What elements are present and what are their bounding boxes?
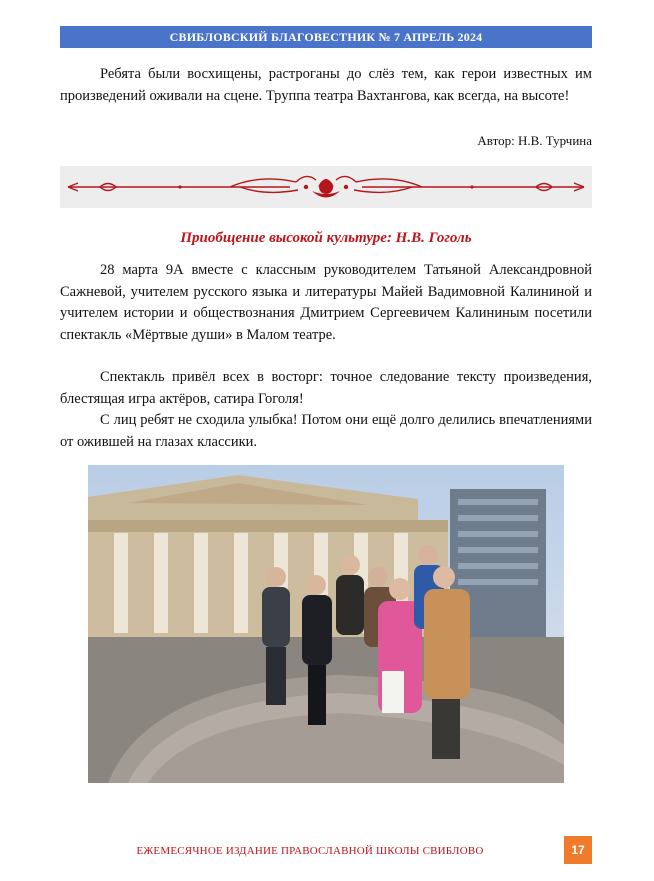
ornament-icon — [60, 166, 592, 208]
group-photo-image — [88, 465, 564, 783]
footer-caption: ЕЖЕМЕСЯЧНОЕ ИЗДАНИЕ ПРАВОСЛАВНОЙ ШКОЛЫ СВИБЛОВО — [136, 845, 484, 857]
author-line: Автор: Н.В. Турчина — [477, 133, 592, 148]
intro-paragraph: Ребята были восхищены, растроганы до слёз тем, как герои известных им произведений оживали на сцене. Труппа театра Вахтангова, как всегда, на высоте! — [60, 66, 592, 104]
article-paragraph-3: С лиц ребят не сходила улыбка! Потом они ещё долго делились впечатлениями от ожившей на глазах классики. — [60, 412, 592, 450]
newspaper-title: СВИБЛОВСКИЙ БЛАГОВЕСТНИК № 7 АПРЕЛЬ 2024 — [169, 29, 483, 44]
group-photo — [88, 465, 564, 783]
ornament-divider — [60, 166, 592, 208]
newspaper-header — [60, 26, 592, 48]
article-title: Приобщение высокой культуре: Н.В. Гоголь — [180, 230, 472, 246]
article-paragraph-1: 28 марта 9А вместе с классным руководителем Татьяной Александровной Сажневой, учителем русского языка и литературы Майей Вадимовной Калининой и учителем истории и обществознания Дмитрием Сергеевичем Калининым посетили спектакль «Мёртвые души» в Малом театре. — [60, 262, 592, 343]
article-paragraph-2: Спектакль привёл всех в восторг: точное следование тексту произведения, блестящая игра актёров, сатира Гоголя! — [60, 369, 592, 407]
page-number-badge: 17 — [564, 836, 592, 864]
